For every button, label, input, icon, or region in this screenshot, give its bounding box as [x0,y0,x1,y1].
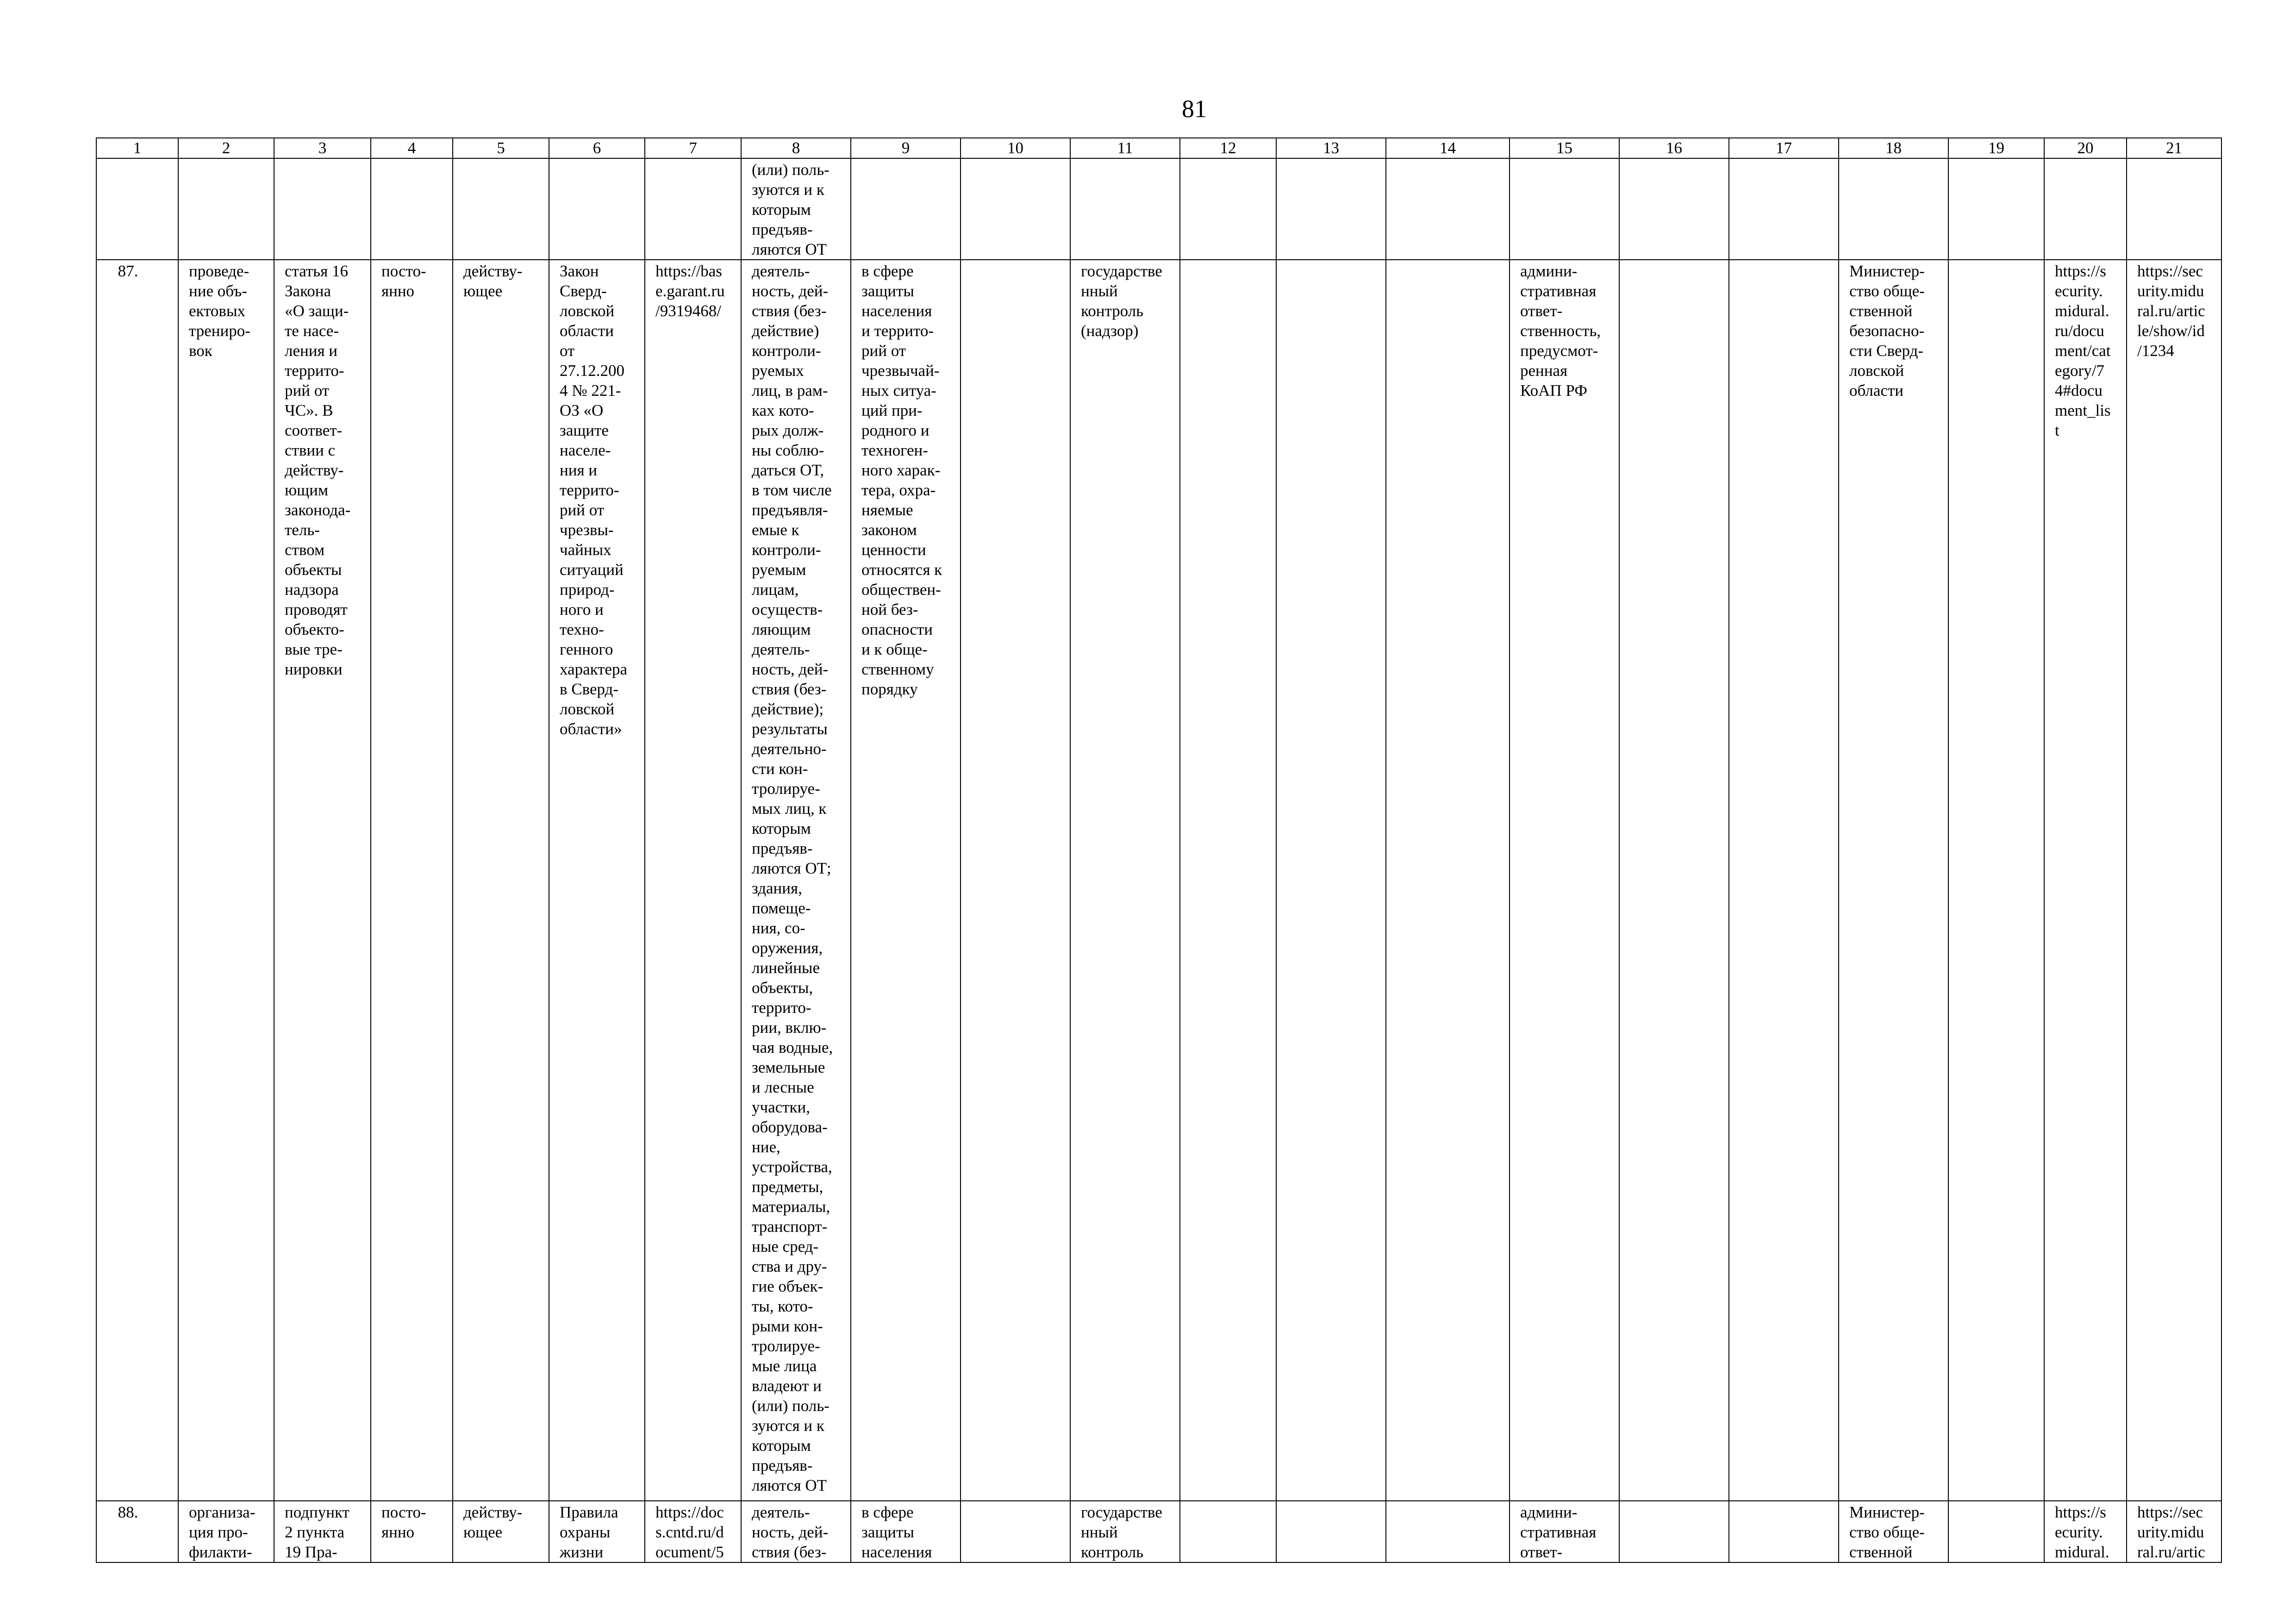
table-cell [1729,260,1839,1501]
page-number: 81 [1182,95,1207,123]
cell-text: https://doc s.cntd.ru/d ocument/5 [655,1503,724,1561]
table-row-87 [96,260,2221,1501]
table-row-88 [96,1501,2221,1562]
column-header: 6 [549,138,645,158]
table-cell [1276,260,1386,1501]
table-cell [453,158,549,260]
table-cell [1386,158,1510,260]
cell-text: https://s ecurity. midural. ru/docu ment/cat egory/7 4#docu ment_lis t [2055,262,2111,439]
table-row-continuation [96,158,2221,260]
table-cell [961,260,1070,1501]
column-header: 12 [1180,138,1276,158]
table-cell [1839,260,1948,1501]
column-header: 17 [1729,138,1839,158]
column-header: 11 [1070,138,1180,158]
column-header: 1 [96,138,178,158]
column-header: 14 [1386,138,1510,158]
table-cell [1948,158,2044,260]
cell-text: Правила охраны жизни [560,1503,618,1561]
cell-text: деятель- ность, дей- ствия (без- [752,1503,829,1561]
table-cell [741,260,851,1501]
table-cell [2127,1501,2221,1562]
table-cell [1619,158,1729,260]
column-header: 7 [645,138,741,158]
table-cell [2044,158,2127,260]
cell-text: государстве нный контроль (надзор) [1081,262,1162,340]
cell-text: государстве нный контроль [1081,1503,1162,1561]
table-cell [178,260,274,1501]
table-cell [851,1501,961,1562]
column-header: 20 [2044,138,2127,158]
table-cell [96,1501,178,1562]
table-cell [961,158,1070,260]
cell-text: Министер- ство обще- ственной [1849,1503,1925,1561]
cell-text: организа- ция про- филакти- [189,1503,256,1561]
column-number-header-row [96,138,2221,158]
table-cell [549,1501,645,1562]
table-cell [274,158,371,260]
column-header: 19 [1948,138,2044,158]
table-cell [1619,1501,1729,1562]
table-cell [1839,158,1948,260]
column-header: 16 [1619,138,1729,158]
table-cell [371,260,453,1501]
column-header: 21 [2127,138,2221,158]
table-cell [1070,158,1180,260]
column-header: 8 [741,138,851,158]
table-cell [96,158,178,260]
table-cell [1386,1501,1510,1562]
cell-text: посто- янно [381,1503,426,1541]
cell-text: (или) поль- зуются и к которым предъяв- ляются ОТ [752,161,830,258]
cell-text: админи- стративная ответ- ственность, предусмот- ренная КоАП РФ [1520,262,1601,400]
cell-text: действу- ющее [463,1503,523,1541]
table-cell [1180,1501,1276,1562]
cell-text: посто- янно [381,262,426,300]
table-cell [453,1501,549,1562]
cell-text: в сфере защиты населения [861,1503,932,1561]
table-cell [1619,260,1729,1501]
table-cell [178,1501,274,1562]
table-cell [645,1501,741,1562]
column-header: 5 [453,138,549,158]
table-cell [549,158,645,260]
table-cell [178,158,274,260]
table-cell [741,158,851,260]
table-cell [741,1501,851,1562]
cell-text: https://bas e.garant.ru /9319468/ [655,262,725,320]
table-cell [371,158,453,260]
cell-text: Министер- ство обще- ственной безопасно- сти Сверд- ловской области [1849,262,1925,400]
column-header: 13 [1276,138,1386,158]
table-cell [2044,260,2127,1501]
cell-text: подпункт 2 пункта 19 Пра- [285,1503,349,1561]
table-cell [851,260,961,1501]
table-cell [1948,1501,2044,1562]
table-cell [2044,1501,2127,1562]
table-cell [1276,158,1386,260]
column-header: 9 [851,138,961,158]
table-cell [1510,158,1619,260]
cell-text: проведе- ние объ- ектовых трениро- вок [189,262,250,360]
column-header: 18 [1839,138,1948,158]
table-cell [1070,260,1180,1501]
table-cell [274,1501,371,1562]
column-header: 2 [178,138,274,158]
row-number: 87. [118,262,138,280]
table-cell [1948,260,2044,1501]
table-cell [1180,260,1276,1501]
cell-text: https://s ecurity. midural. [2055,1503,2109,1561]
cell-text: Закон Сверд- ловской области от 27.12.200 4 № 221- ОЗ «О защите населе- ния и террито- рий от чрезвы- чайных ситуаций природ- ного и техно- генного характера в Сверд- ловской области» [560,262,628,738]
table-cell [1729,158,1839,260]
table-cell [645,158,741,260]
table-cell [961,1501,1070,1562]
cell-text: https://sec urity.midu ral.ru/artic le/show/id /1234 [2137,262,2205,360]
table-cell [1729,1501,1839,1562]
table-cell [1510,260,1619,1501]
column-header: 4 [371,138,453,158]
column-header: 15 [1510,138,1619,158]
column-header: 10 [961,138,1070,158]
row-number: 88. [118,1503,138,1521]
table-cell [453,260,549,1501]
table-cell [1386,260,1510,1501]
register-table [96,137,2222,1563]
table-cell [1180,158,1276,260]
table-cell [1839,1501,1948,1562]
table-cell [2127,158,2221,260]
cell-text: статья 16 Закона «О защи- те насе- ления и террито- рий от ЧС». В соответ- ствии с действу- ющим законода- тель- ством объекты надзора проводят объекто- вые тре- нировки [285,262,351,678]
cell-text: в сфере защиты населения и террито- рий от чрезвычай- ных ситуа- ций при- родного и техноген- ного харак- тера, охра- няемые законом ценности относятся к обществен- ной без- опасности и к обще- ственному порядку [861,262,942,698]
cell-text: админи- стративная ответ- [1520,1503,1597,1561]
table-cell [851,158,961,260]
column-header: 3 [274,138,371,158]
table-cell [96,260,178,1501]
table-cell [2127,260,2221,1501]
table-cell [371,1501,453,1562]
cell-text: https://sec urity.midu ral.ru/artic [2137,1503,2205,1561]
cell-text: деятель- ность, дей- ствия (без- действие) контроли- руемых лиц, в рам- ках кото- рых долж- ны соблю- даться ОТ, в том числе предъявля- емые к контроли- руемым лицам, осуществ- ляющим деятель- ность, дей- ствия (без- действие); результаты деятельно- сти кон- тролируе- мых лиц, к которым предъяв- ляются ОТ; здания, помеще- ния, со- оружения, линейные объекты, террито- рии, вклю- чая водные, земельные и лесные участки, оборудова- ние, устройства, предметы, материалы, транспорт- ные сред- ства и дру- гие объек- ты, кото- рыми кон- тролируе- мые лица владеют и (или) поль- зуются и к которым предъяв- ляются ОТ [752,262,833,1494]
cell-text: действу- ющее [463,262,523,300]
table-cell [645,260,741,1501]
table-cell [1070,1501,1180,1562]
table-cell [274,260,371,1501]
table-cell [1510,1501,1619,1562]
table-cell [1276,1501,1386,1562]
table-cell [549,260,645,1501]
